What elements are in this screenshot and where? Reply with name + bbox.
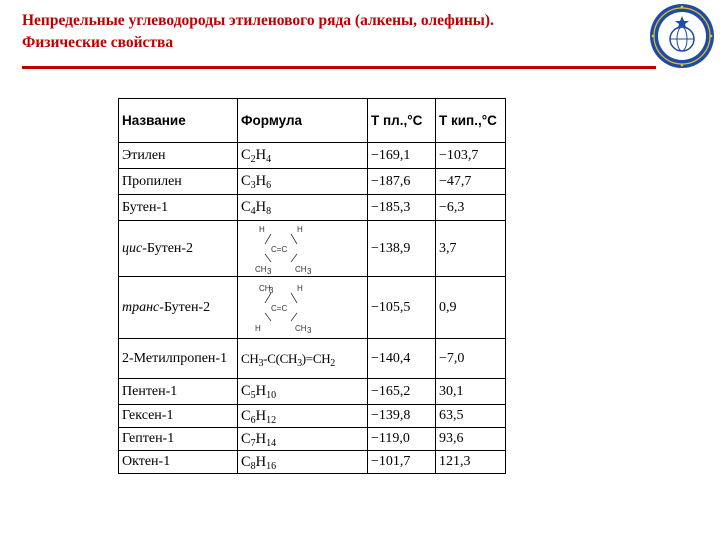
substituent-top-left: H (259, 224, 265, 234)
table-header-row (119, 99, 506, 143)
cell-melting-point: −169,1 (368, 143, 436, 169)
cell-melting-point: −187,6 (368, 169, 436, 195)
cell-name (119, 169, 238, 195)
cell-formula (238, 405, 368, 428)
cell-formula (238, 428, 368, 451)
cis-butene-structure (241, 222, 331, 276)
cell-formula (238, 451, 368, 474)
formula-element: H (255, 173, 267, 189)
cell-name (119, 277, 238, 339)
table-row (119, 451, 506, 474)
table-row (119, 379, 506, 405)
formula-element: H (255, 453, 267, 470)
title-divider (22, 66, 656, 69)
formula-subscript: 4 (250, 206, 256, 217)
formula-element: C (241, 383, 251, 399)
trans-butene-structure (241, 281, 331, 335)
cell-boiling-point: 30,1 (436, 379, 506, 405)
formula-subscript: 8 (266, 206, 272, 217)
substituent-subscript: 3 (307, 266, 312, 276)
formula-subscript: 2 (330, 357, 335, 369)
cell-melting-point: −140,4 (368, 339, 436, 379)
cell-name (119, 379, 238, 405)
cell-name (119, 143, 238, 169)
header-boiling-point: Т кип.,°С (436, 99, 506, 143)
substituent-subscript: 3 (307, 325, 312, 335)
formula-element: H (255, 383, 267, 399)
cell-name (119, 405, 238, 428)
alkenes-properties-table (118, 98, 506, 474)
cell-formula (238, 169, 368, 195)
compound-name: 2-Метилпропен-1 (122, 350, 228, 366)
header-formula: Формула (238, 99, 368, 143)
compound-name: -Бутен-2 (142, 240, 194, 256)
cell-boiling-point: 93,6 (436, 428, 506, 451)
cell-formula (238, 339, 368, 379)
formula-element: H (255, 147, 267, 163)
university-logo-icon (648, 2, 716, 70)
cell-melting-point: −105,5 (368, 277, 436, 339)
formula-element: -C(CH (263, 350, 298, 366)
cell-boiling-point: 3,7 (436, 221, 506, 277)
header-melting-point: Т пл.,°С (368, 99, 436, 143)
compound-name: Октен-1 (122, 454, 171, 469)
formula-subscript: 12 (266, 414, 277, 426)
formula-element: C (241, 199, 251, 215)
substituent-bottom-right: CH (295, 264, 307, 274)
cell-formula (238, 143, 368, 169)
substituent-top-right: H (297, 224, 303, 234)
cell-boiling-point: 121,3 (436, 451, 506, 474)
cell-name (119, 428, 238, 451)
double-bond-label: C=C (271, 244, 288, 254)
cell-melting-point: −165,2 (368, 379, 436, 405)
compound-name: -Бутен-2 (159, 299, 211, 315)
slide-title-line2: Физические свойства (22, 34, 174, 51)
cell-boiling-point: −6,3 (436, 195, 506, 221)
cell-boiling-point: −103,7 (436, 143, 506, 169)
substituent-subscript: 3 (267, 266, 272, 276)
cell-formula (238, 221, 368, 277)
table-row (119, 143, 506, 169)
cell-formula (238, 277, 368, 339)
substituent-bottom-right: CH (295, 323, 307, 333)
compound-name: Пропилен (122, 173, 182, 189)
isomer-prefix: транс (122, 299, 160, 315)
substituent-top-right: H (297, 283, 303, 293)
formula-subscript: 3 (258, 357, 264, 369)
formula-subscript: 7 (250, 437, 256, 449)
compound-name: Гептен-1 (122, 431, 175, 446)
formula-subscript: 3 (297, 357, 302, 369)
cell-boiling-point: 0,9 (436, 277, 506, 339)
cell-melting-point: −138,9 (368, 221, 436, 277)
formula-subscript: 5 (250, 390, 256, 401)
cell-melting-point: −101,7 (368, 451, 436, 474)
formula-element: C (241, 407, 251, 424)
isomer-prefix: цис (122, 240, 143, 256)
cell-melting-point: −139,8 (368, 405, 436, 428)
formula-subscript: 14 (266, 437, 277, 449)
table-row (119, 277, 506, 339)
formula-subscript: 6 (266, 180, 272, 191)
cell-formula (238, 195, 368, 221)
formula-subscript: 2 (250, 154, 256, 165)
table-row (119, 195, 506, 221)
compound-name: Бутен-1 (122, 199, 169, 215)
cell-melting-point: −185,3 (368, 195, 436, 221)
formula-subscript: 16 (266, 460, 277, 472)
compound-name: Этилен (122, 147, 166, 163)
cell-melting-point: −119,0 (368, 428, 436, 451)
cell-boiling-point: −7,0 (436, 339, 506, 379)
cell-boiling-point: 63,5 (436, 405, 506, 428)
formula-element: C (241, 430, 251, 447)
formula-subscript: 3 (250, 180, 256, 191)
cell-name (119, 221, 238, 277)
cell-name (119, 195, 238, 221)
formula-subscript: 8 (250, 460, 256, 472)
formula-subscript: 10 (266, 390, 277, 401)
substituent-bottom-left: CH (255, 264, 267, 274)
cell-name (119, 339, 238, 379)
slide-title (22, 10, 622, 54)
formula-element: H (255, 430, 267, 447)
header-name: Название (119, 99, 238, 143)
formula-element: C (241, 147, 251, 163)
cell-formula (238, 379, 368, 405)
compound-name: Пентен-1 (122, 383, 178, 399)
table-row (119, 169, 506, 195)
substituent-subscript: 3 (269, 285, 274, 295)
table-row (119, 428, 506, 451)
formula-element: C (241, 173, 251, 189)
table-row (119, 221, 506, 277)
compound-name: Гексен-1 (122, 408, 174, 423)
formula-subscript: 4 (266, 154, 272, 165)
formula-element: H (255, 407, 267, 424)
table-row (119, 405, 506, 428)
double-bond-label: C=C (271, 303, 288, 313)
cell-name (119, 451, 238, 474)
formula-element: H (255, 199, 267, 215)
formula-element: C (241, 453, 251, 470)
substituent-bottom-left: H (255, 323, 261, 333)
formula-element: )=CH (301, 350, 331, 366)
formula-element: CH (241, 350, 259, 366)
table-row (119, 339, 506, 379)
formula-subscript: 6 (250, 414, 256, 426)
substituent-top-left: CH (259, 283, 271, 293)
cell-boiling-point: −47,7 (436, 169, 506, 195)
slide-title-line1: Непредельные углеводороды этиленового ряда (алкены, олефины). (22, 12, 494, 29)
